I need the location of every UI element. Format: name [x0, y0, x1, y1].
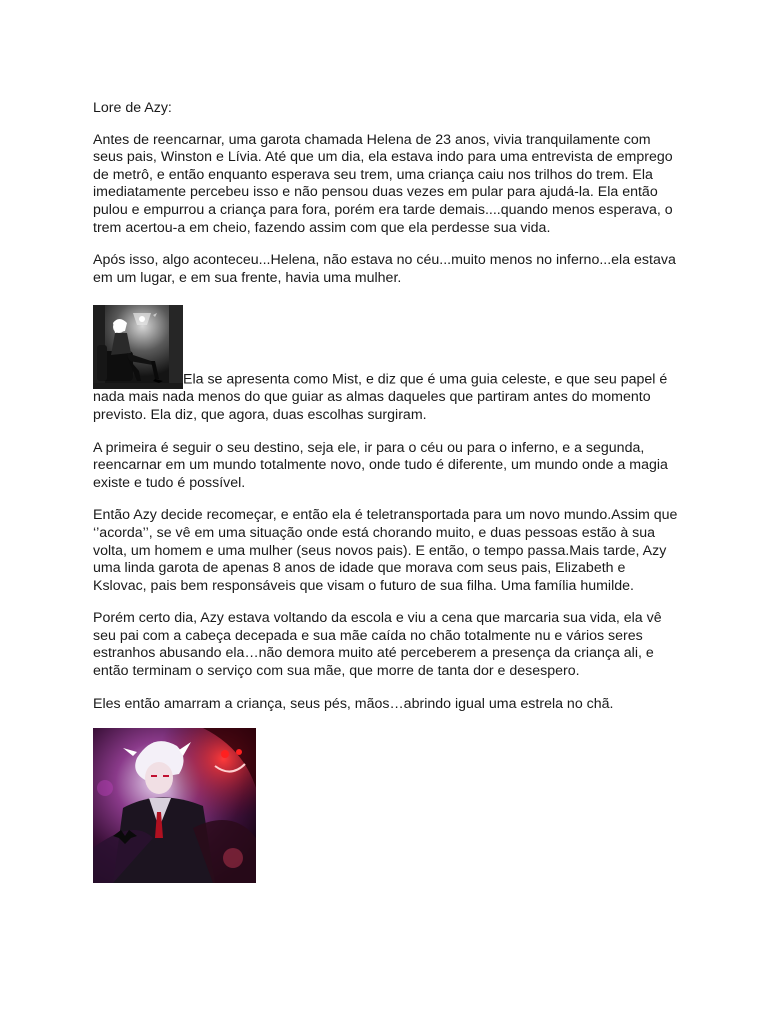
paragraph-afterlife: Após isso, algo aconteceu...Helena, não estava no céu...muito menos no inferno...ela estava em um lugar, e em sua frente, havia uma mulher.: [93, 252, 676, 286]
document-title: Lore de Azy:: [93, 100, 172, 116]
paragraph-new-world: Então Azy decide recomeçar, e então ela é teletransportada para um novo mundo.Assim que ‘’acorda’’, se vê em uma situação onde está chorando muito, e duas pessoas estão à sua volta, um homem e uma mulher (seus novos pais). E então, o tempo passa.Mais tarde, Azy uma linda garota de apenas 8 anos de idade que morava com seus pais, Elizabeth e Kslovac, pais bem responsáveis que visam o futuro de sua filha. Uma família humilde.: [93, 507, 678, 594]
paragraph-captured: Eles então amarram a criança, seus pés, mãos…abrindo igual uma estrela no chã.: [93, 695, 614, 712]
paragraph-tragedy: Porém certo dia, Azy estava voltando da escola e viu a cena que marcaria sua vida, ela vê seu pai com a cabeça decepada e sua mãe caída no chão totalmente nu e vários seres estranhos abusando ela…não demora muito até perceberem a presença da criança ali, e então terminam o serviço com sua mãe, que morre de tanta dor e desespero.: [93, 610, 662, 680]
document-page: [93, 100, 678, 883]
mist-intro-text: Ela se apresenta como Mist, e diz que é uma guia celeste, e que seu papel é nada mais nada menos do que guiar as almas daqueles que partiram antes do momento previsto. Ela diz, que agora, duas escolhas surgiram.: [93, 371, 668, 423]
paragraph-choices: A primeira é seguir o seu destino, seja ele, ir para o céu ou para o inferno, e a segunda, reencarnar em um mundo totalmente novo, onde tudo é diferente, um mundo onde a magia existe e tudo é possível.: [93, 439, 668, 491]
azy-dark-illustration: [93, 728, 256, 883]
mist-illustration: [93, 305, 183, 389]
paragraph-with-illustration: [93, 301, 678, 424]
paragraph-reincarnation-intro: Antes de reencarnar, uma garota chamada Helena de 23 anos, vivia tranquilamente com seus pais, Winston e Lívia. Até que um dia, ela estava indo para uma entrevista de emprego de metrô, e então enquanto esperava seu trem, uma criança caiu nos trilhos do trem. Ela imediatamente percebeu isso e não pensou duas vezes em pular para ajudá-la. Ela então pulou e empurrou a criança para fora, porém era tarde demais....quando menos esperava, o trem acertou-a em cheio, fazendo assim com que ela perdesse sua vida.: [93, 131, 673, 236]
